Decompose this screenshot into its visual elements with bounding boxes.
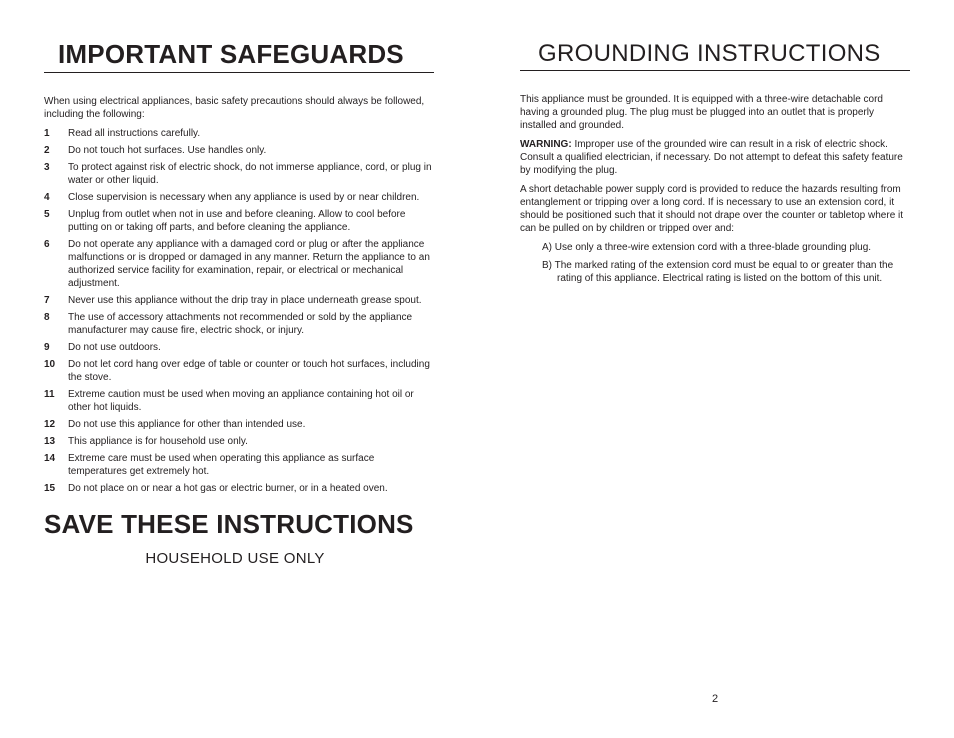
warning-text: Improper use of the grounded wire can result in a risk of electric shock. Consult a qualified electrician, if necessary. Do not attempt to defeat this safety feature by modifying the plug.	[520, 138, 903, 176]
item-number: 13	[44, 435, 56, 447]
grounding-column	[520, 40, 910, 290]
item-number: 3	[44, 161, 50, 173]
item-text: Read all instructions carefully.	[68, 127, 201, 139]
item-text: Unplug from outlet when not in use and before cleaning. Allow to cool before putting on or taking off parts, and before cleaning the appliance.	[68, 208, 406, 233]
item-text: Never use this appliance without the drip tray in place underneath grease spout.	[68, 294, 422, 306]
item-text: Close supervision is necessary when any appliance is used by or near children.	[68, 191, 420, 203]
item-text: To protect against risk of electric shock, do not immerse appliance, cord, or plug in water or other liquid.	[68, 161, 432, 186]
safeguard-item	[44, 418, 434, 431]
item-number: 7	[44, 294, 50, 306]
safeguard-item	[44, 452, 434, 478]
safeguard-item	[44, 341, 434, 354]
item-text: Do not place on or near a hot gas or electric burner, or in a heated oven.	[68, 482, 388, 494]
item-number: 2	[44, 144, 50, 156]
safeguards-list	[44, 127, 434, 495]
item-text: Do not use outdoors.	[68, 341, 161, 353]
item-number: 12	[44, 418, 56, 430]
condition-item: B) The marked rating of the extension cord must be equal to or greater than the rating of this appliance. Electrical rating is listed on the bottom of this unit.	[542, 259, 894, 284]
page-number: 2	[712, 693, 719, 705]
safeguard-item	[44, 435, 434, 448]
household-use-label: HOUSEHOLD USE ONLY	[145, 550, 325, 568]
warning-label: WARNING:	[520, 138, 572, 150]
item-number: 14	[44, 452, 56, 464]
safeguard-item	[44, 311, 434, 337]
item-text: Do not let cord hang over edge of table or counter or touch hot surfaces, including the stove.	[68, 358, 430, 383]
grounding-paragraph: This appliance must be grounded. It is equipped with a three-wire detachable cord having a grounded plug. The plug must be plugged into an outlet that is properly installed and grounded.	[520, 93, 883, 131]
safeguards-intro: When using electrical appliances, basic safety precautions should always be followed, including the following:	[44, 95, 425, 120]
item-text: Extreme caution must be used when moving an appliance containing hot oil or other hot liquids.	[68, 388, 414, 413]
item-number: 8	[44, 311, 50, 323]
grounding-heading: GROUNDING INSTRUCTIONS	[520, 40, 910, 71]
item-number: 4	[44, 191, 50, 203]
safeguard-item	[44, 482, 434, 495]
item-number: 15	[44, 482, 56, 494]
safeguard-item	[44, 294, 434, 307]
safeguard-item	[44, 191, 434, 204]
item-text: This appliance is for household use only.	[68, 435, 248, 447]
warning-paragraph	[520, 138, 910, 177]
extension-cord-paragraph: A short detachable power supply cord is provided to reduce the hazards resulting from entanglement or tripping over a long cord. If is necessary to use an extension cord, it should be positioned such that it should not drape over the counter or tabletop where it can be pulled on by children or tripped over and:	[520, 183, 904, 234]
item-number: 1	[44, 127, 50, 139]
safeguards-heading: IMPORTANT SAFEGUARDS	[44, 40, 434, 73]
condition-item: A) Use only a three-wire extension cord with a three-blade grounding plug.	[542, 241, 872, 253]
safeguard-item	[44, 161, 434, 187]
safeguard-item	[44, 388, 434, 414]
item-text: Do not use this appliance for other than intended use.	[68, 418, 306, 430]
item-text: Do not touch hot surfaces. Use handles only.	[68, 144, 267, 156]
safeguard-item	[44, 238, 434, 290]
safeguard-item	[44, 208, 434, 234]
safeguards-column	[44, 40, 434, 567]
safeguard-item	[44, 358, 434, 384]
item-text: The use of accessory attachments not recommended or sold by the appliance manufacturer may cause fire, electric shock, or injury.	[68, 311, 413, 336]
safeguard-item	[44, 127, 434, 140]
item-number: 9	[44, 341, 50, 353]
item-number: 5	[44, 208, 50, 220]
save-instructions-heading: SAVE THESE INSTRUCTIONS	[44, 508, 414, 539]
safeguard-item	[44, 144, 434, 157]
item-number: 10	[44, 358, 56, 370]
item-number: 6	[44, 238, 50, 250]
item-text: Do not operate any appliance with a damaged cord or plug or after the appliance malfunctions or is dropped or damaged in any manner. Return the appliance to an authorized service facility for examination, repair, or electrical or mechanical adjustment.	[68, 238, 430, 289]
item-text: Extreme care must be used when operating this appliance as surface temperatures get extremely hot.	[68, 452, 375, 477]
item-number: 11	[44, 388, 55, 400]
extension-cord-conditions	[542, 241, 910, 285]
